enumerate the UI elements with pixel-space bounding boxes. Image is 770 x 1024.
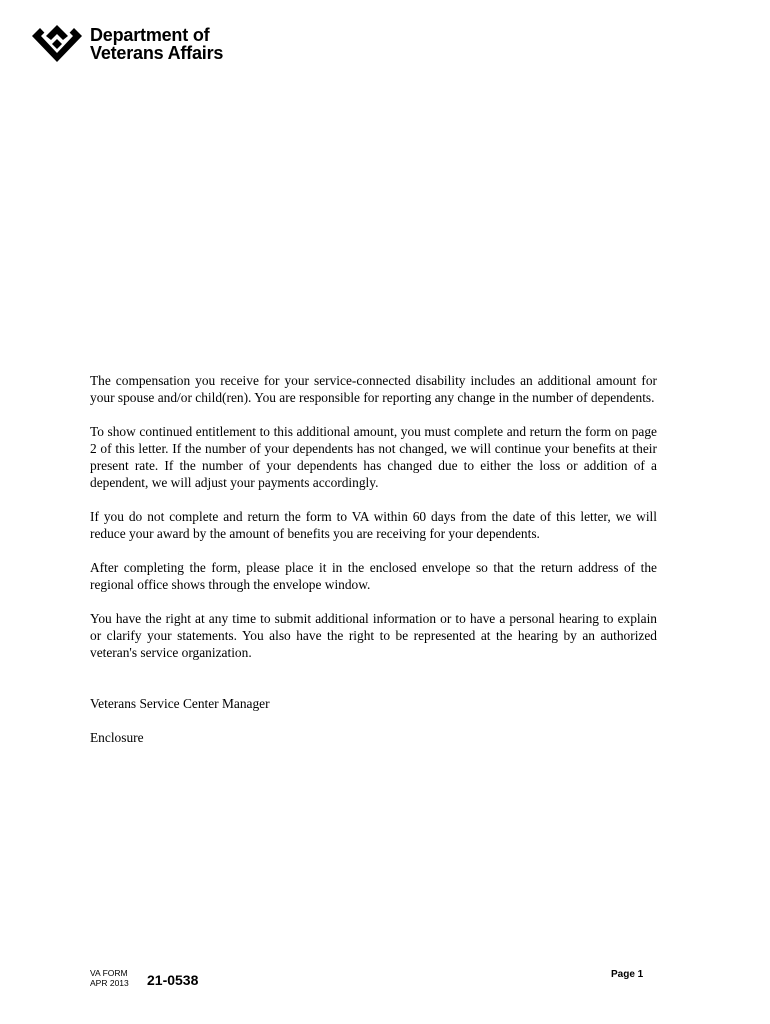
- paragraph-envelope-instructions: After completing the form, please place it in the enclosed envelope so that the return address of the regional office shows through the envelope window.: [90, 560, 657, 592]
- paragraph-hearing-rights: You have the right at any time to submit additional information or to have a personal hearing to explain or clarify your statements. You also have the right to be represented at the hearing by an authorized veteran's service organization.: [90, 611, 657, 660]
- paragraph-dependents-notice: The compensation you receive for your service-connected disability includes an additional amount for your spouse and/or child(ren). You are responsible for reporting any change in the number of dependents.: [90, 373, 657, 405]
- agency-name-line2: Veterans Affairs: [90, 43, 224, 63]
- page-number: Page 1: [611, 969, 644, 980]
- agency-name-line1: Department of: [90, 25, 210, 45]
- paragraph-continued-entitlement: To show continued entitlement to this additional amount, you must complete and return the form on page 2 of this letter. If the number of your dependents has not changed, we will continue your benefits at their present rate. If the number of your dependents has changed due to either the loss or addition of a dependent, we will adjust your payments accordingly.: [90, 424, 657, 490]
- agency-header: [32, 24, 223, 64]
- form-number: 21-0538: [147, 972, 199, 988]
- letter-body: [90, 372, 657, 763]
- form-revision-date: APR 2013: [90, 978, 129, 988]
- va-logo-icon: [32, 24, 82, 64]
- form-label: [90, 968, 129, 988]
- signature-title: Veterans Service Center Manager: [90, 696, 270, 711]
- agency-name: [90, 26, 223, 62]
- form-label-line1: VA FORM: [90, 968, 128, 978]
- paragraph-60-day-deadline: If you do not complete and return the form to VA within 60 days from the date of this letter, we will reduce your award by the amount of benefits you are receiving for your dependents.: [90, 509, 657, 541]
- enclosure-note: Enclosure: [90, 730, 144, 745]
